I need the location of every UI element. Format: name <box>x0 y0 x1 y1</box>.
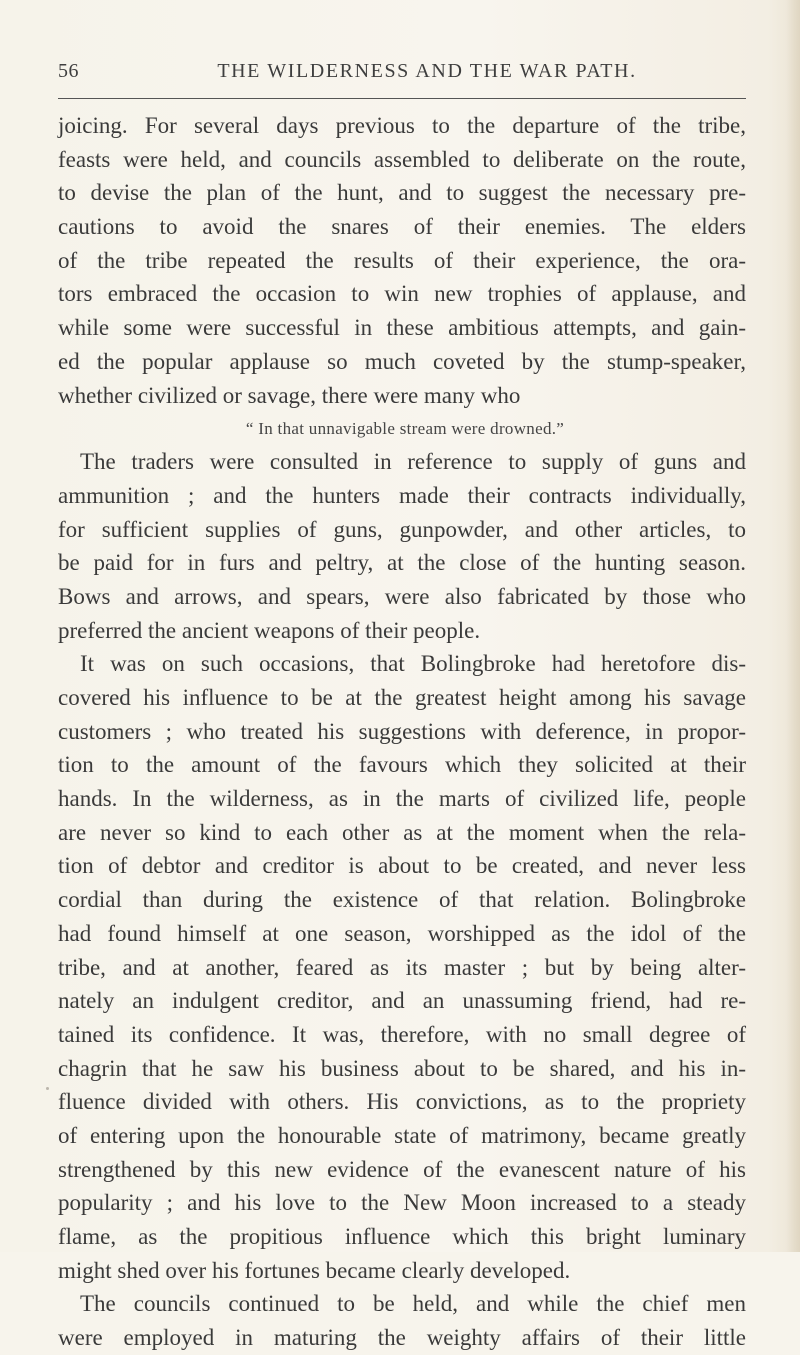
text-line: might shed over his fortunes became clearly developed. <box>58 1257 571 1283</box>
text-line: flame, as the propitious influence which this bright luminary <box>58 1224 746 1249</box>
text-line: tribe, and at another, feared as its master ; but by being alter- <box>58 954 746 980</box>
text-line: tion to the amount of the favours which they solicited at their <box>58 752 746 778</box>
text-line: It was on such occasions, that Bolingbroke had heretofore dis- <box>80 651 746 677</box>
text-line: strengthened by this new evidence of the evanescent nature of his <box>58 1156 746 1182</box>
running-head: THE WILDERNESS AND THE WAR PATH. <box>217 60 637 82</box>
text-line: covered his influence to be at the greatest height among his savage <box>58 685 746 710</box>
text-line: tion of debtor and creditor is about to be created, and never less <box>58 853 746 879</box>
text-line: tained its confidence. It was, therefore, with no small degree of <box>58 1021 746 1047</box>
text-line: while some were successful in these ambitious attempts, and gain- <box>58 315 746 341</box>
text-line: The traders were consulted in reference to supply of guns and <box>80 449 746 475</box>
page-header <box>58 56 746 90</box>
text-line: for sufficient supplies of guns, gunpowder, and other articles, to <box>58 516 746 542</box>
text-line: to devise the plan of the hunt, and to suggest the necessary pre- <box>58 180 746 206</box>
text-line: of entering upon the honourable state of matrimony, became greatly <box>58 1122 746 1148</box>
header-rule <box>58 98 746 99</box>
text-line: Bows and arrows, and spears, were also fabricated by those who <box>58 583 746 609</box>
body-text <box>58 109 746 1355</box>
text-line: preferred the ancient weapons of their people. <box>58 617 481 643</box>
text-line: chagrin that he saw his business about to be shared, and his in- <box>58 1055 746 1081</box>
paper-speck <box>46 1087 49 1090</box>
text-line: are never so kind to each other as at the moment when the rela- <box>58 819 746 845</box>
paragraph-1 <box>58 109 746 412</box>
text-line: customers ; who treated his suggestions with deference, in propor- <box>58 718 746 744</box>
text-line: be paid for in furs and peltry, at the close of the hunting season. <box>58 550 746 576</box>
page-number: 56 <box>58 60 79 82</box>
text-line: whether civilized or savage, there were many who <box>58 382 521 408</box>
page-edge-shadow <box>786 0 800 1252</box>
text-line: cordial than during the existence of that relation. Bolingbroke <box>58 887 746 913</box>
paragraph-3 <box>58 647 746 1287</box>
text-line: had found himself at one season, worshipped as the idol of the <box>58 920 746 946</box>
text-line: of the tribe repeated the results of their experience, the ora- <box>58 247 746 273</box>
text-line: were employed in maturing the weighty affairs of their little <box>58 1325 746 1351</box>
text-line: nately an indulgent creditor, and an unassuming friend, had re- <box>58 988 746 1014</box>
quotation-line: “ In that unnavigable stream were drowned.” <box>245 419 565 439</box>
text-line: The councils continued to be held, and while the chief men <box>80 1291 746 1317</box>
text-line: fluence divided with others. His convictions, as to the propriety <box>58 1089 746 1115</box>
text-line: popularity ; and his love to the New Moon increased to a steady <box>58 1190 746 1216</box>
text-line: ammunition ; and the hunters made their contracts individually, <box>58 482 746 508</box>
text-line: hands. In the wilderness, as in the marts of civilized life, people <box>58 786 746 812</box>
text-line: feasts were held, and councils assembled to deliberate on the route, <box>58 146 746 172</box>
text-line: joicing. For several days previous to the departure of the tribe, <box>58 113 746 138</box>
text-line: cautions to avoid the snares of their enemies. The elders <box>58 214 746 240</box>
text-line: tors embraced the occasion to win new trophies of applause, and <box>58 281 746 307</box>
paragraph-2 <box>58 445 746 647</box>
paragraph-4 <box>58 1287 746 1354</box>
text-line: ed the popular applause so much coveted by the stump-speaker, <box>58 348 746 374</box>
